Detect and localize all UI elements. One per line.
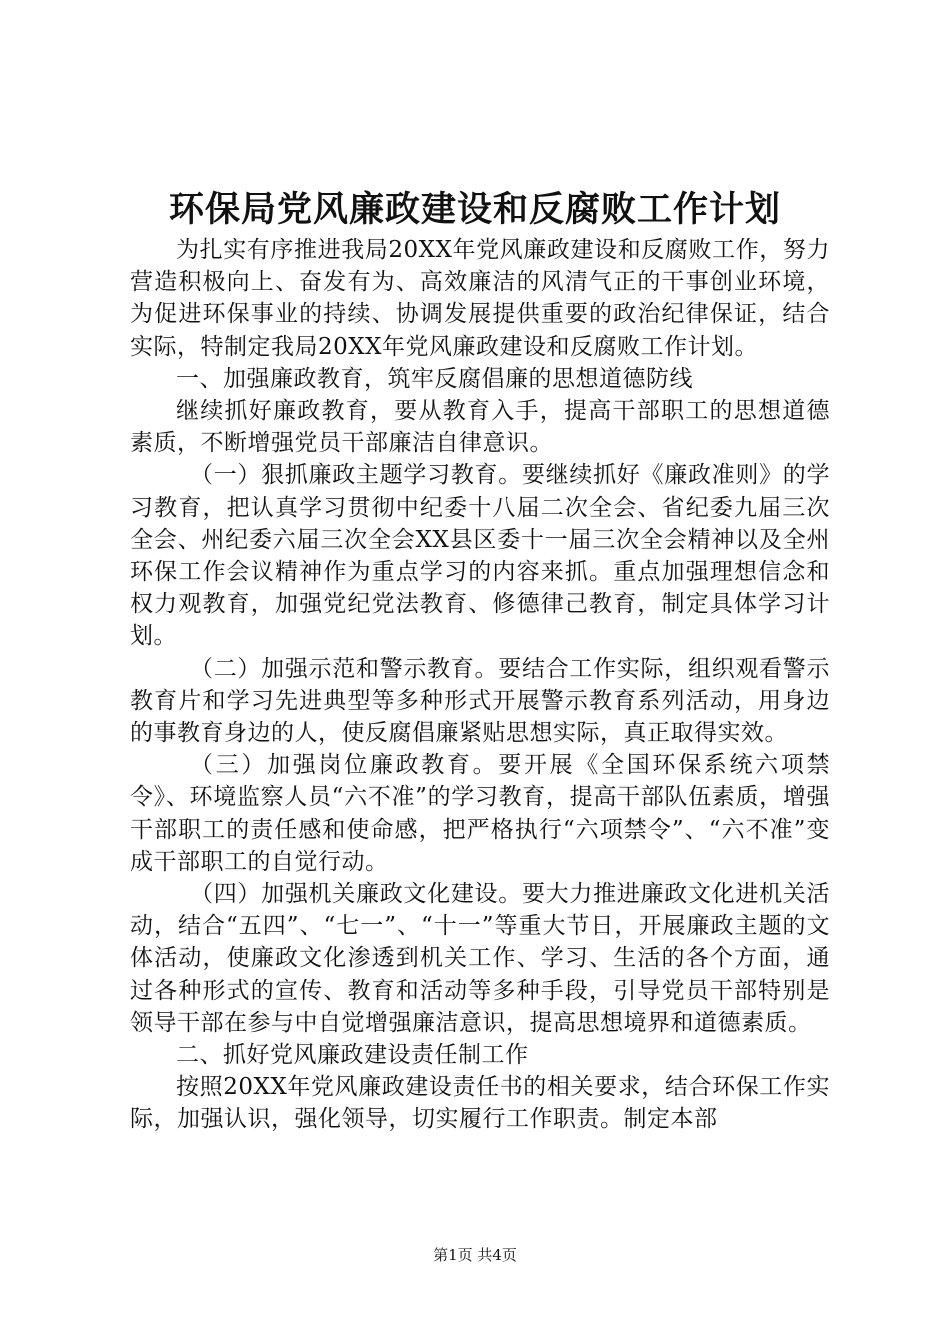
section-heading-2: 二、抓好党风廉政建设责任制工作 [176,1042,529,1069]
document-title: 环保局党风廉政建设和反腐败工作计划 [168,189,781,230]
section-heading-1: 一、加强廉政教育，筑牢反腐倡廉的思想道德防线 [176,365,693,392]
subsection-paragraph-2: （二）加强示范和警示教育。要结合工作实际，组织观看警示教育片和学习先进典型等多种形式开展警示教育系列活动，用身边的事教育身边的人，使反腐倡廉紧贴思想实际，真正取得实效。 [130,655,830,747]
subsection-paragraph-3: （三）加强岗位廉政教育。要开展《全国环保系统六项禁令》、环境监察人员“六不准”的学习教育，提高干部队伍素质，增强干部职工的责任感和使命感，把严格执行“六项禁令”、“六不准”变成干部职工的自觉行动。 [130,752,830,875]
document-body [130,234,830,1136]
body-paragraph: 继续抓好廉政教育，要从教育入手，提高干部职工的思想道德素质，不断增强党员干部廉洁自律意识。 [130,398,830,457]
page-footer: 第1页 共4页 [433,1246,517,1264]
subsection-paragraph-4: （四）加强机关廉政文化建设。要大力推进廉政文化进机关活动，结合“五四”、“七一”、“十一”等重大节日，开展廉政主题的文体活动，使廉政文化渗透到机关工作、学习、生活的各个方面，通过各种形式的宣传、教育和活动等多种手段，引导党员干部特别是领导干部在参与中自觉增强廉洁意识，提高思想境界和道德素质。 [130,881,830,1036]
intro-paragraph: 为扎实有序推进我局20XX年党风廉政建设和反腐败工作，努力营造积极向上、奋发有为、高效廉洁的风清气正的干事创业环境，为促进环保事业的持续、协调发展提供重要的政治纪律保证，结合实际，特制定我局20XX年党风廉政建设和反腐败工作计划。 [130,237,830,360]
body-paragraph: 按照20XX年党风廉政建设责任书的相关要求，结合环保工作实际，加强认识，强化领导，切实履行工作职责。制定本部 [130,1074,830,1133]
subsection-paragraph-1: （一）狠抓廉政主题学习教育。要继续抓好《廉政准则》的学习教育，把认真学习贯彻中纪委十八届二次全会、省纪委九届三次全会、州纪委六届三次全会XX县区委十一届三次全会精神以及全州环保工作会议精神作为重点学习的内容来抓。重点加强理想信念和权力观教育，加强党纪党法教育、修德律己教育，制定具体学习计划。 [130,462,830,650]
